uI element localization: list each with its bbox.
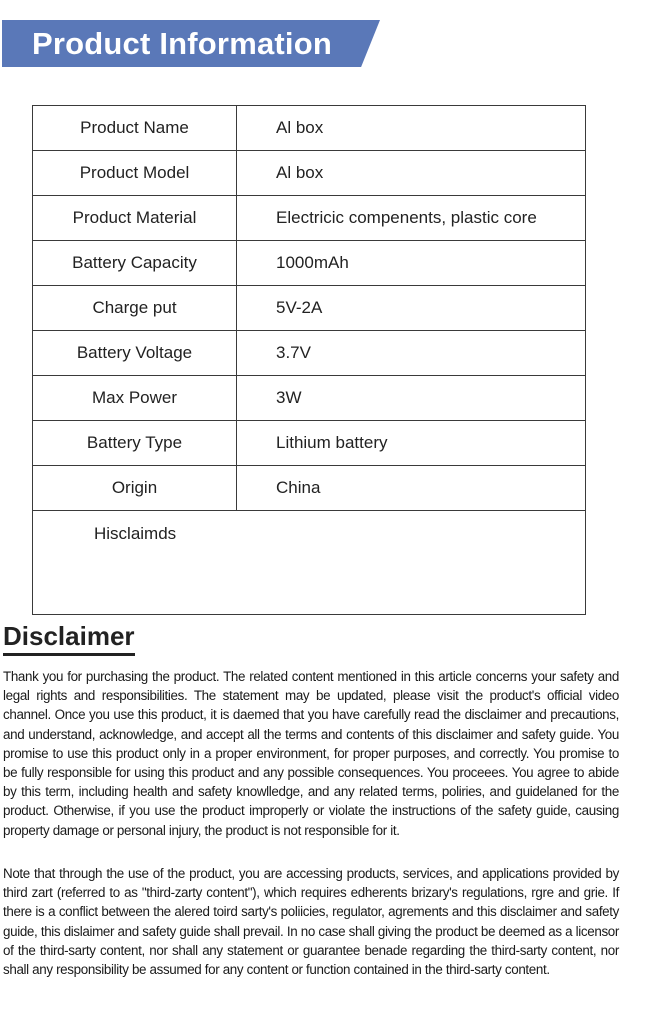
page-title: Product Information (32, 26, 333, 61)
product-spec-table (32, 105, 586, 615)
table-row (33, 331, 586, 376)
disclaimer-title: Disclaimer (3, 620, 135, 656)
table-row (33, 151, 586, 196)
table-row (33, 421, 586, 466)
spec-label: Charge put (33, 286, 237, 331)
spec-label: Product Model (33, 151, 237, 196)
spec-value: 3.7V (237, 331, 586, 376)
spec-label: Battery Voltage (33, 331, 237, 376)
spec-value: Al box (237, 151, 586, 196)
disclaimer-paragraph: Note that through the use of the product, you are accessing products, services, and applications provided by third zart (referred to as "third-zarty content"), which requires edherents brizary's regulations, rgre and grie. If there is a conflict between the alered toird sarty's poliicies, regulator, agrements and this disclaimer and safety guide, this dislaimer and safety guide shall prevail. In no case shall giving the product be deemed as a licensor of the third-sarty content, nor shall any statement or guarantee benade regarding the third-sarty content, nor shall any responsibility be assumed for any content or function contained in the third-sarty content. (3, 866, 619, 978)
spec-label: Origin (33, 466, 237, 511)
spec-label: Product Material (33, 196, 237, 241)
spec-label: Max Power (33, 376, 237, 421)
spec-value: Lithium battery (237, 421, 586, 466)
spec-value: Electricic compenents, plastic core (237, 196, 586, 241)
spec-label: Battery Capacity (33, 241, 237, 286)
spec-value: 5V-2A (237, 286, 586, 331)
spec-value: Al box (237, 106, 586, 151)
spec-label: Product Name (33, 106, 237, 151)
table-row (33, 196, 586, 241)
table-row (33, 286, 586, 331)
table-row (33, 241, 586, 286)
spec-label: Battery Type (33, 421, 237, 466)
table-row (33, 511, 586, 615)
spec-value: China (237, 466, 586, 511)
spec-value: 3W (237, 376, 586, 421)
table-row (33, 466, 586, 511)
table-row (33, 376, 586, 421)
disclaimer-paragraph: Thank you for purchasing the product. The related content mentioned in this article concerns your safety and legal rights and responsibilities. The statement may be updated, please visit the product's official video channel. Once you use this product, it is daemed that you have carefully read the disclaimer and precautions, and understand, acknowledge, and accept all the terms and contents of this disclaimer and safety guide. You promise to use this product only in a proper environment, for proper purposes, and correctly. You promise to be fully responsible for using this product and any possible consequences. You proceees. You agree to abide by this term, including health and safety knowlledge, and any related terms, poliries, and guidelaned for the product. Otherwise, if you use the product improperly or violate the instructions of the safety guide, causing property damage or personal injury, the product is not responsible for it. (3, 669, 619, 838)
spec-label: Hisclaimds (33, 511, 586, 615)
table-row (33, 106, 586, 151)
spec-value: 1000mAh (237, 241, 586, 286)
